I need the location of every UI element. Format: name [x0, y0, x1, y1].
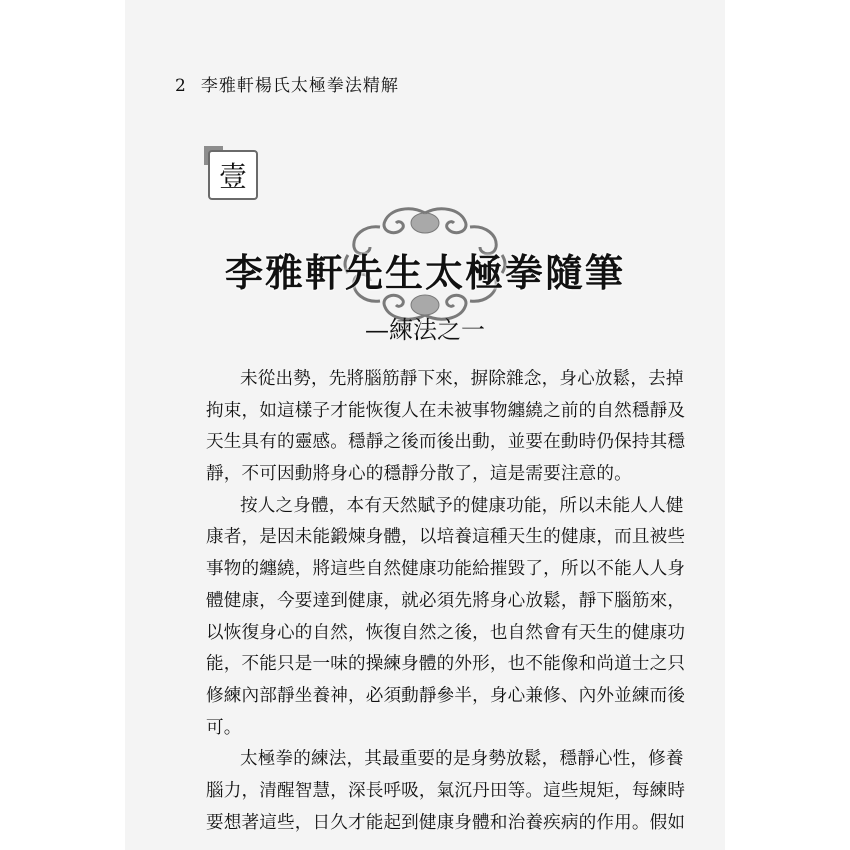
- text-line: 拘束，如這樣子才能恢復人在未被事物纏繞之前的自然穩靜及: [206, 400, 686, 421]
- page-number: 2: [175, 76, 187, 96]
- text-line: 要想著這些，日久才能起到健康身體和治養疾病的作用。假如: [206, 812, 686, 833]
- chapter-number-badge: [204, 146, 262, 204]
- text-line: 修練內部靜坐養神，必須動靜參半，身心兼修、內外並練而後: [206, 685, 686, 706]
- chapter-title: 李雅軒先生太極拳隨筆: [224, 250, 625, 295]
- chapter-subtitle: —練法之一: [365, 316, 485, 344]
- text-line: 事物的纏繞，將這些自然健康功能給摧毀了，所以不能人人身: [206, 559, 686, 580]
- text-line: 靜，不可因動將身心的穩靜分散了，這是需要注意的。: [206, 464, 632, 485]
- book-title: 李雅軒楊氏太極拳法精解: [200, 76, 399, 96]
- running-header: [175, 71, 399, 96]
- text-line: 按人之身體，本有天然賦予的健康功能，所以未能人人健: [240, 495, 684, 516]
- text-line: 可。: [206, 717, 242, 738]
- text-line: 以恢復身心的自然，恢復自然之後，也自然會有天生的健康功: [206, 622, 686, 643]
- text-line: 未從出勢，先將腦筋靜下來，摒除雜念，身心放鬆，去掉: [240, 369, 684, 389]
- text-line: 能，不能只是一味的操練身體的外形，也不能像和尚道士之只: [206, 654, 686, 675]
- text-line: 腦力，清醒智慧，深長呼吸，氣沉丹田等。這些規矩，每練時: [206, 780, 686, 801]
- chapter-number: 壹: [218, 160, 247, 193]
- body-text: [206, 364, 686, 839]
- text-line: 天生具有的靈感。穩靜之後而後出動，並要在動時仍保持其穩: [206, 432, 686, 453]
- text-line: 太極拳的練法，其最重要的是身勢放鬆，穩靜心性，修養: [240, 749, 684, 770]
- text-line: 體健康，今要達到健康，就必須先將身心放鬆，靜下腦筋來，: [206, 590, 686, 611]
- text-line: 康者，是因未能鍛煉身體，以培養這種天生的健康，而且被些: [206, 527, 686, 548]
